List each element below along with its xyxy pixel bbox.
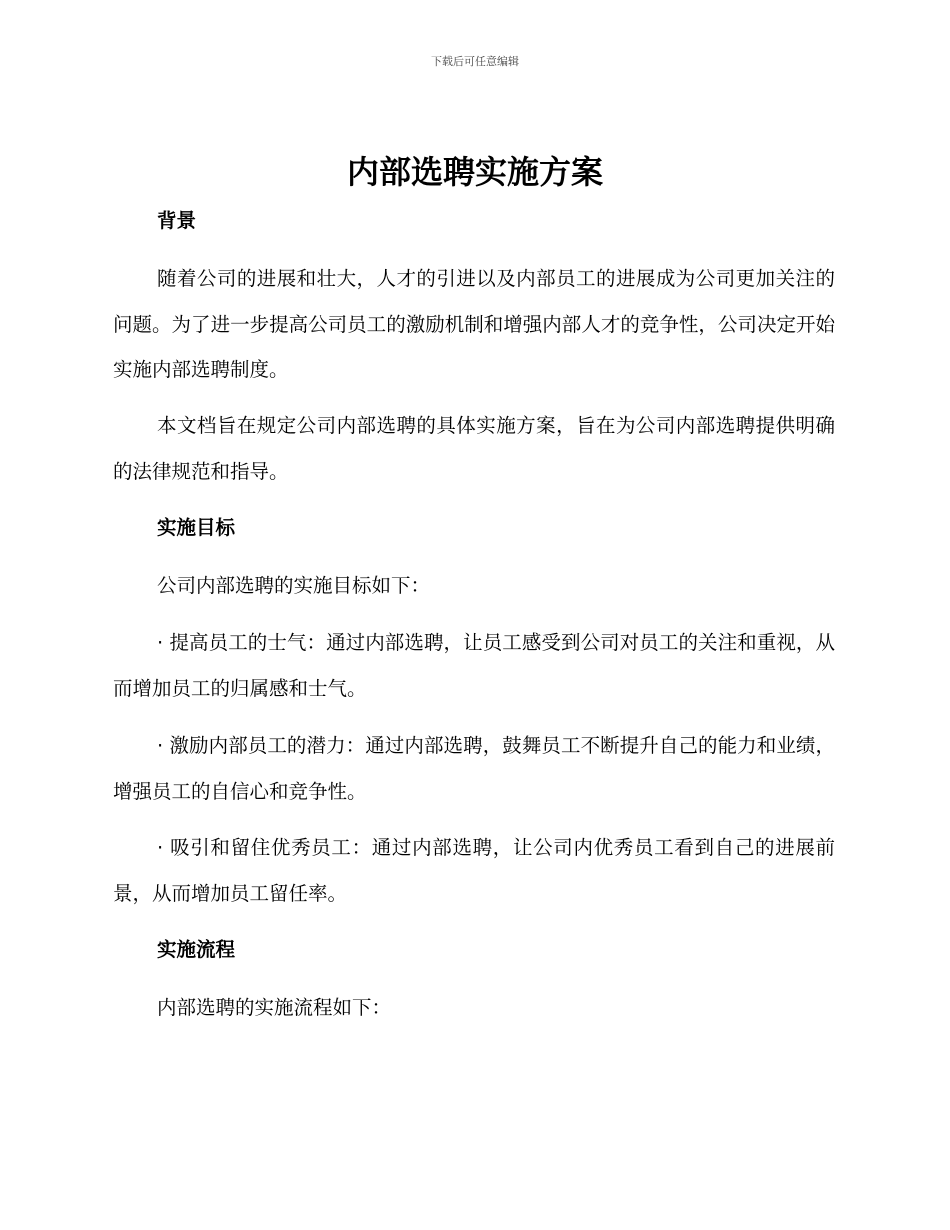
document-title: 内部选聘实施方案 (346, 153, 603, 191)
background-paragraph-1 (113, 256, 835, 393)
list-item: · 提高员工的士气：通过内部选聘，让员工感受到公司对员工的关注和重视，从而增加员工的归属感和士气。 (113, 631, 835, 700)
list-item: · 激励内部员工的潜力：通过内部选聘，鼓舞员工不断提升自己的能力和业绩，增强员工的自信心和竞争性。 (113, 734, 835, 803)
paragraph: 本文档旨在规定公司内部选聘的具体实施方案，旨在为公司内部选聘提供明确的法律规范和指导。 (113, 414, 835, 483)
background-paragraph-2 (113, 403, 835, 494)
paragraph: 随着公司的进展和壮大，人才的引进以及内部员工的进展成为公司更加关注的问题。为了进一步提高公司员工的激励机制和增强内部人才的竞争性，公司决定开始实施内部选聘制度。 (113, 267, 835, 381)
section-heading-background: 背景 (157, 209, 197, 232)
header-note: 下载后可任意编辑 (431, 55, 519, 68)
process-intro (113, 985, 835, 1031)
section-heading-goals: 实施目标 (157, 516, 236, 539)
list-item: · 吸引和留住优秀员工：通过内部选聘，让公司内优秀员工看到自己的进展前景，从而增加员工留任率。 (113, 836, 835, 905)
goals-intro (113, 563, 835, 609)
paragraph: 公司内部选聘的实施目标如下： (157, 574, 431, 597)
goal-bullet-2 (113, 723, 835, 814)
goal-bullet-3 (113, 825, 835, 916)
goal-bullet-1 (113, 620, 835, 711)
section-heading-process: 实施流程 (157, 938, 236, 961)
paragraph: 内部选聘的实施流程如下： (157, 996, 392, 1019)
